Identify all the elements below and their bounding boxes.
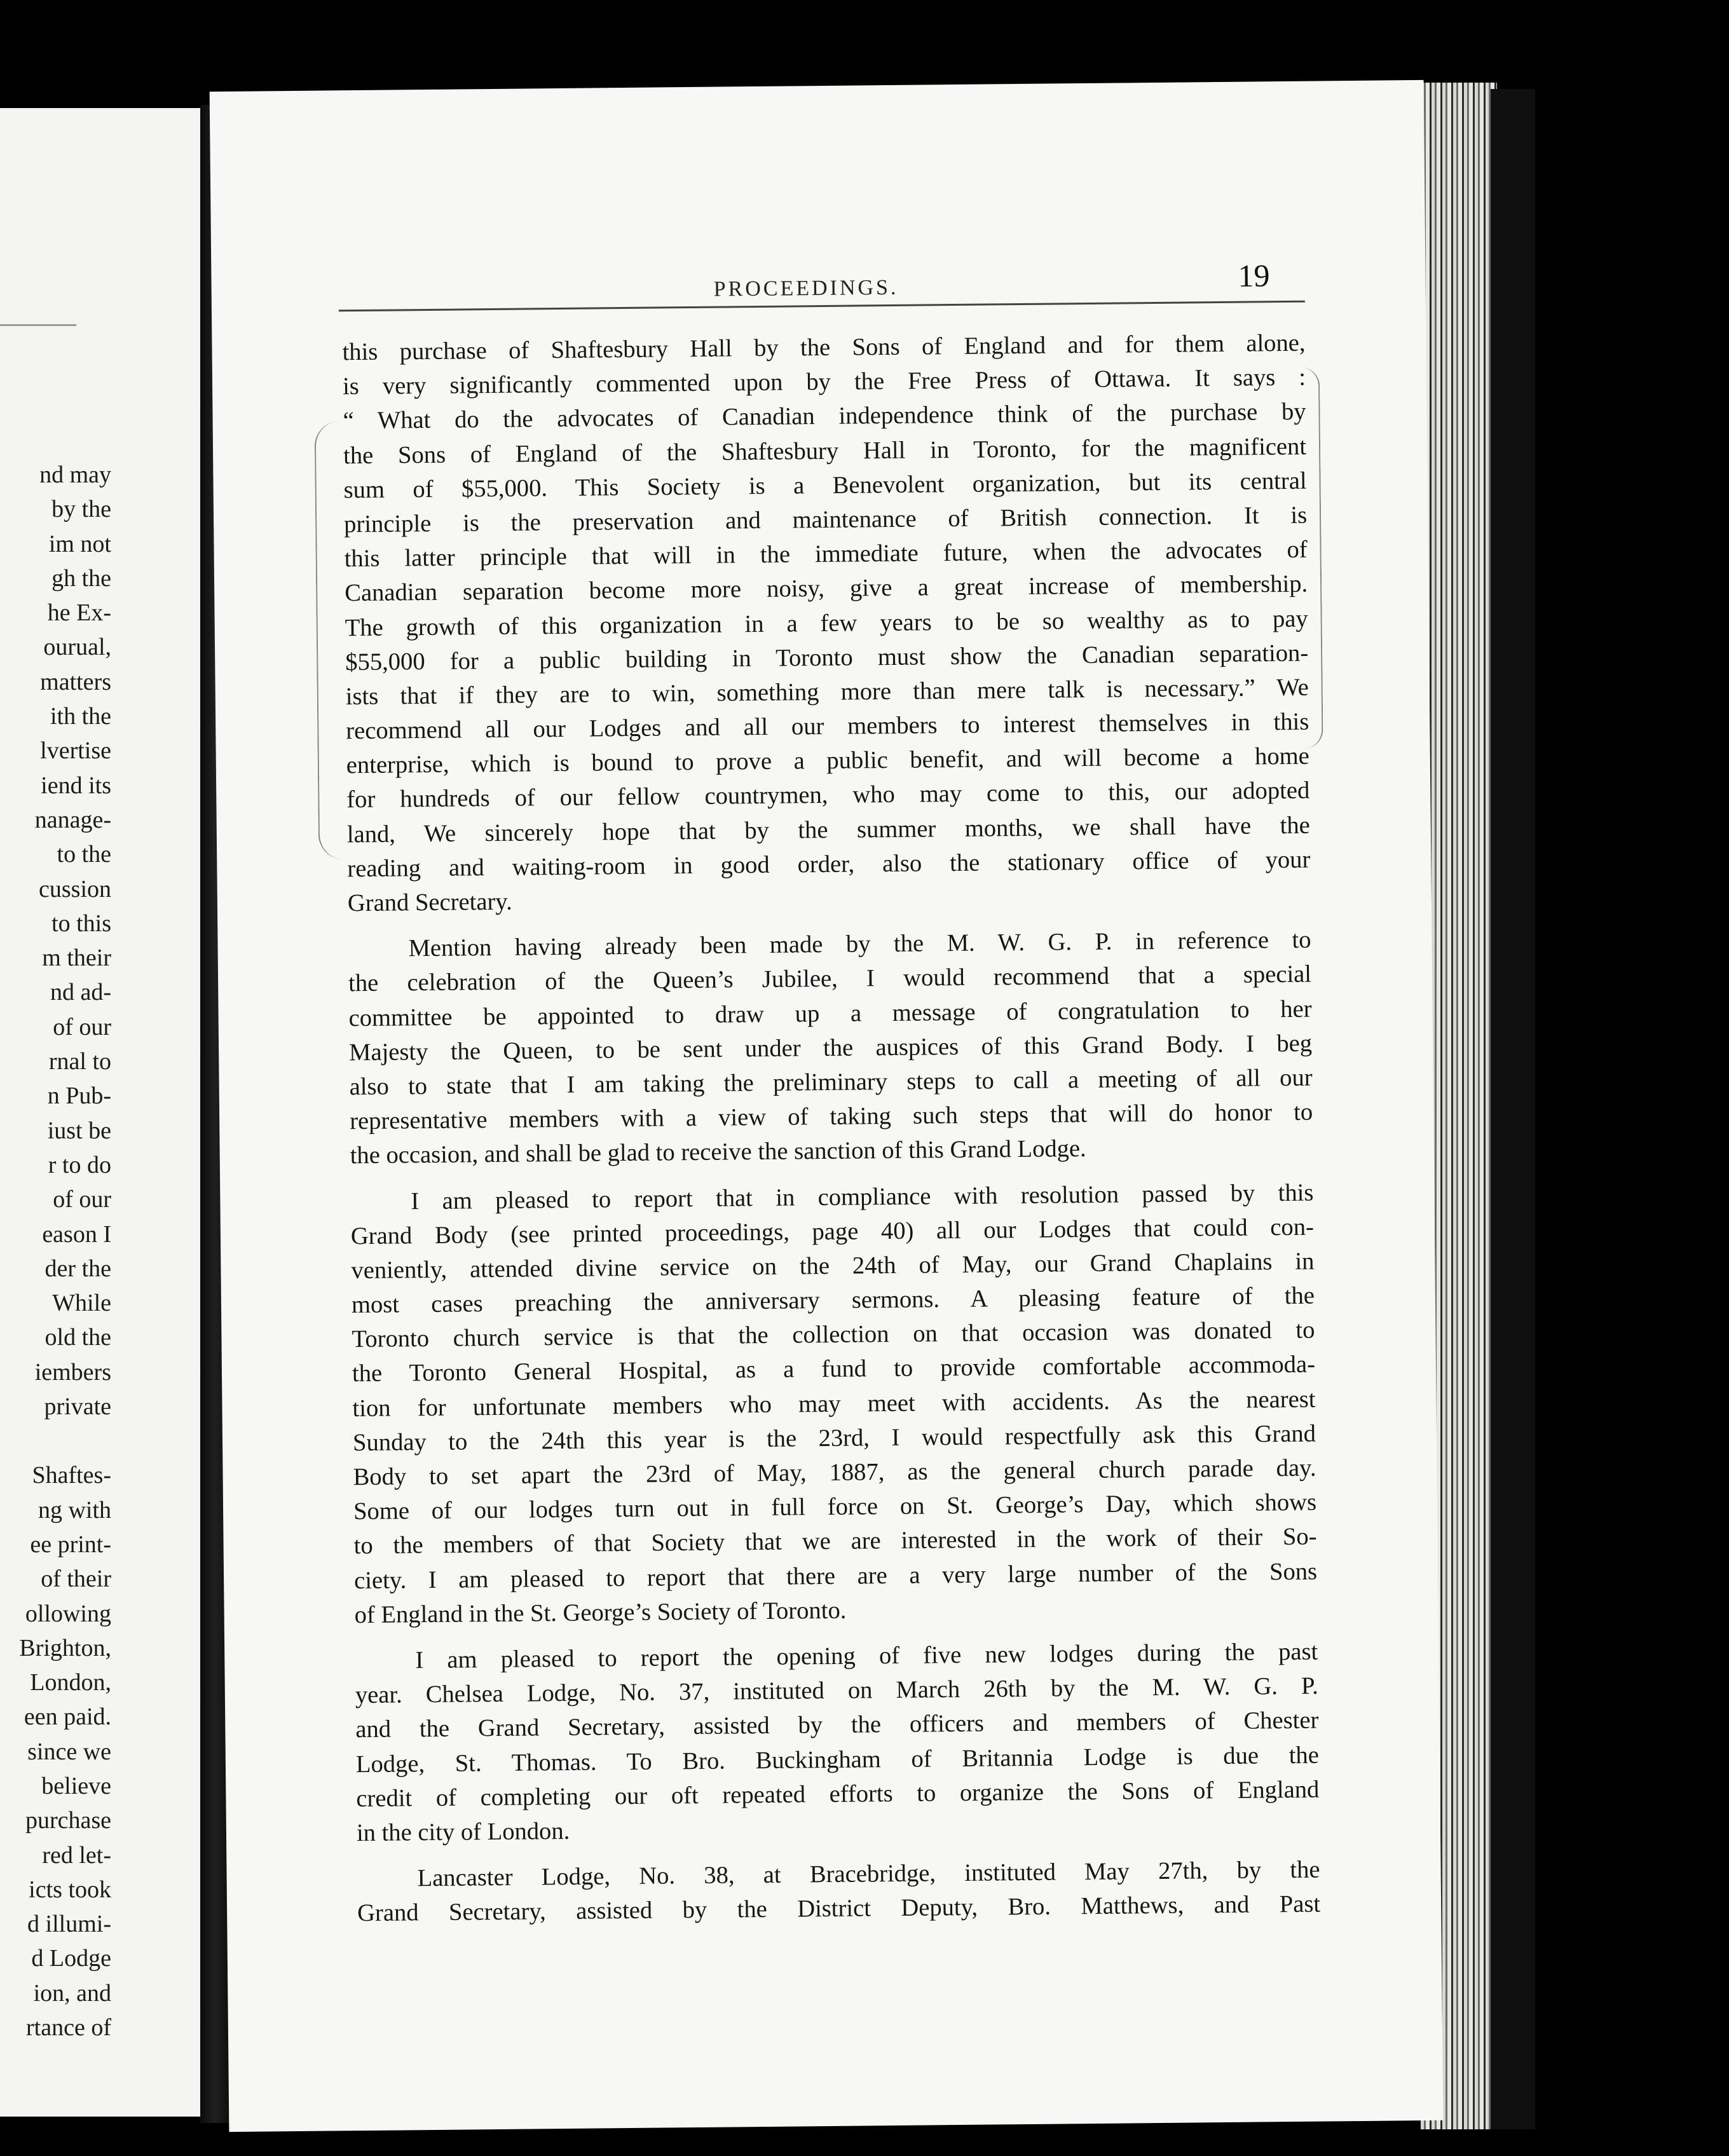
- text-line: is very significantly commented upon by the Free Press of Ottawa. It says :: [342, 364, 1306, 400]
- text-line: enterprise, which is bound to prove a public benefit, and will become a home: [346, 742, 1309, 779]
- facing-page-line: nd ad-: [50, 979, 111, 1006]
- facing-page-line: lvertise: [40, 737, 111, 765]
- paragraph: [357, 1853, 1320, 1931]
- text-line: Grand Secretary, assisted by the District Deputy, Bro. Matthews, and Past: [357, 1890, 1321, 1927]
- facing-page-line: der the: [44, 1255, 111, 1282]
- body-text: [342, 326, 1320, 1931]
- text-line: most cases preaching the anniversary sermons. A pleasing feature of the: [351, 1282, 1315, 1319]
- text-line: the Toronto General Hospital, as a fund to provide comfortable accommoda-: [352, 1351, 1316, 1388]
- text-line: to the members of that Society that we are interested in the work of their So-: [353, 1524, 1317, 1560]
- text-line: ists that if they are to win, something more than mere talk is necessary.” We: [345, 674, 1309, 711]
- facing-page-line: ourual,: [43, 634, 111, 661]
- text-line: ciety. I am pleased to report that there are a very large number of the Sons: [353, 1558, 1318, 1594]
- text-line: of England in the St. George’s Society of Toronto.: [354, 1597, 847, 1628]
- text-line: the Sons of England of the Shaftesbury Hall in Toronto, for the magnificent: [343, 433, 1307, 469]
- text-line: recommend all our Lodges and all our members to interest themselves in this: [346, 708, 1309, 745]
- facing-page-line: since we: [27, 1738, 111, 1765]
- facing-page-line: Brighton,: [19, 1634, 111, 1661]
- paragraph: [348, 923, 1313, 1173]
- facing-page-line: im not: [48, 530, 111, 557]
- text-line: land, We sincerely hope that by the summer months, we shall have the: [346, 812, 1310, 848]
- facing-page-line: of our: [53, 1186, 111, 1213]
- facing-page-line: iust be: [47, 1117, 111, 1144]
- facing-page: [0, 108, 204, 2117]
- text-line: The growth of this organization in a few years to be so wealthy as to pay: [345, 605, 1308, 641]
- text-line: in the city of London.: [356, 1817, 570, 1847]
- paragraph: [355, 1635, 1320, 1851]
- facing-page-line: n Pub-: [47, 1082, 111, 1110]
- facing-page-line: ith the: [50, 703, 111, 730]
- text-line: for hundreds of our fellow countrymen, who may come to this, our adopted: [346, 777, 1310, 814]
- paragraph: [350, 1175, 1318, 1632]
- text-line: this purchase of Shaftesbury Hall by the Sons of England and for them alone,: [342, 329, 1306, 366]
- text-line: Canadian separation become more noisy, give a great increase of membership.: [345, 571, 1308, 607]
- text-line: reading and waiting-room in good order, also the stationary office of your: [347, 846, 1311, 883]
- text-line: credit of completing our oft repeated efforts to organize the Sons of England: [356, 1776, 1320, 1812]
- facing-page-line: London,: [30, 1669, 111, 1696]
- facing-page-line: of our: [53, 1013, 111, 1040]
- facing-page-header-rule: [0, 324, 76, 326]
- text-line: this latter principle that will in the immediate future, when the advocates of: [344, 536, 1308, 573]
- facing-page-line: rtance of: [26, 2014, 111, 2042]
- text-line: committee be appointed to draw up a message of congratulation to her: [348, 995, 1312, 1032]
- pencil-margin-mark-left: [315, 421, 346, 859]
- main-page: [210, 80, 1444, 2132]
- facing-page-line: een paid.: [24, 1703, 111, 1731]
- text-line: Mention having already been made by the M. W. G. P. in reference to: [408, 926, 1311, 962]
- text-line: “ What do the advocates of Canadian independence think of the purchase by: [343, 399, 1306, 435]
- facing-page-line: red let-: [42, 1841, 111, 1869]
- text-line: representative members with a view of taking such steps that will do honor to: [349, 1098, 1313, 1135]
- facing-page-line: he Ex-: [47, 599, 111, 627]
- text-line: the celebration of the Queen’s Jubilee, I would recommend that a special: [348, 961, 1312, 997]
- facing-page-line: ng with: [38, 1496, 111, 1524]
- facing-page-line: While: [52, 1290, 111, 1317]
- facing-page-line: to this: [51, 910, 111, 937]
- facing-page-line: ollowing: [25, 1600, 111, 1627]
- text-line: veniently, attended divine service on the 24th of May, our Grand Chaplains in: [351, 1248, 1315, 1285]
- text-line: Toronto church service is that the collection on that occasion was donated to: [352, 1316, 1315, 1353]
- facing-page-line: iembers: [34, 1358, 111, 1386]
- text-line: also to state that I am taking the preliminary steps to call a meeting of all our: [349, 1064, 1313, 1101]
- facing-page-line: by the: [51, 496, 111, 523]
- facing-page-line: ion, and: [33, 1979, 111, 2007]
- facing-page-line: ee print-: [30, 1531, 111, 1558]
- text-line: the occasion, and shall be glad to receive the sanction of this Grand Lodge.: [350, 1135, 1086, 1170]
- facing-page-line: d illumi-: [27, 1911, 111, 1938]
- text-line: principle is the preservation and maintenance of British connection. It is: [343, 501, 1308, 538]
- text-line: $55,000 for a public building in Toronto must show the Canadian separation-: [345, 639, 1309, 676]
- facing-page-gap: [0, 1424, 111, 1458]
- facing-page-line: nanage-: [34, 806, 111, 833]
- text-line: I am pleased to report the opening of five new lodges during the past: [415, 1638, 1318, 1674]
- facing-page-line: eason I: [42, 1220, 111, 1248]
- text-line: year. Chelsea Lodge, No. 37, instituted on March 26th by the M. W. G. P.: [355, 1672, 1318, 1709]
- facing-page-line: Shaftes-: [32, 1462, 111, 1489]
- page-number: 19: [1238, 257, 1270, 294]
- text-line: tion for unfortunate members who may meet with accidents. As the nearest: [352, 1386, 1316, 1422]
- text-line: I am pleased to report that in compliance with resolution passed by this: [411, 1179, 1314, 1215]
- facing-page-line: icts took: [29, 1876, 111, 1903]
- facing-page-line: matters: [40, 668, 111, 695]
- text-line: Sunday to the 24th this year is the 23rd, I would respectfully ask this Grand: [352, 1420, 1316, 1456]
- facing-page-line: gh the: [51, 564, 111, 592]
- facing-page-line: private: [44, 1393, 111, 1421]
- text-line: and the Grand Secretary, assisted by the officers and members of Chester: [355, 1707, 1319, 1743]
- facing-page-line: d Lodge: [31, 1945, 111, 1972]
- facing-page-line: nd may: [39, 461, 111, 488]
- text-line: sum of $55,000. This Society is a Benevolent organization, but its central: [343, 467, 1307, 503]
- running-head: PROCEEDINGS.: [713, 275, 899, 301]
- facing-page-text: [0, 458, 111, 2045]
- facing-page-line: to the: [57, 841, 111, 868]
- book-cover-edge: [1491, 89, 1535, 2129]
- text-line: Body to set apart the 23rd of May, 1887, as the general church parade day.: [353, 1454, 1316, 1491]
- facing-page-line: m their: [42, 945, 111, 972]
- text-line: Lodge, St. Thomas. To Bro. Buckingham of Britannia Lodge is due the: [355, 1742, 1320, 1778]
- facing-page-line: rnal to: [48, 1048, 111, 1075]
- facing-page-line: purchase: [25, 1807, 111, 1834]
- facing-page-line: believe: [41, 1772, 111, 1799]
- text-line: Grand Body (see printed proceedings, page 40) all our Lodges that could con-: [350, 1213, 1315, 1250]
- paragraph: [342, 326, 1311, 921]
- text-line: Grand Secretary.: [347, 888, 512, 917]
- facing-page-line: iend its: [41, 772, 111, 799]
- text-line: Some of our lodges turn out in full force on St. George’s Day, which shows: [353, 1489, 1317, 1525]
- text-line: Majesty the Queen, to be sent under the auspices of this Grand Body. I beg: [348, 1030, 1313, 1066]
- facing-page-line: r to do: [48, 1151, 111, 1178]
- text-line: Lancaster Lodge, No. 38, at Bracebridge, instituted May 27th, by the: [417, 1856, 1320, 1892]
- facing-page-line: old the: [44, 1324, 111, 1351]
- facing-page-line: of their: [41, 1566, 111, 1593]
- facing-page-line: cussion: [39, 875, 111, 903]
